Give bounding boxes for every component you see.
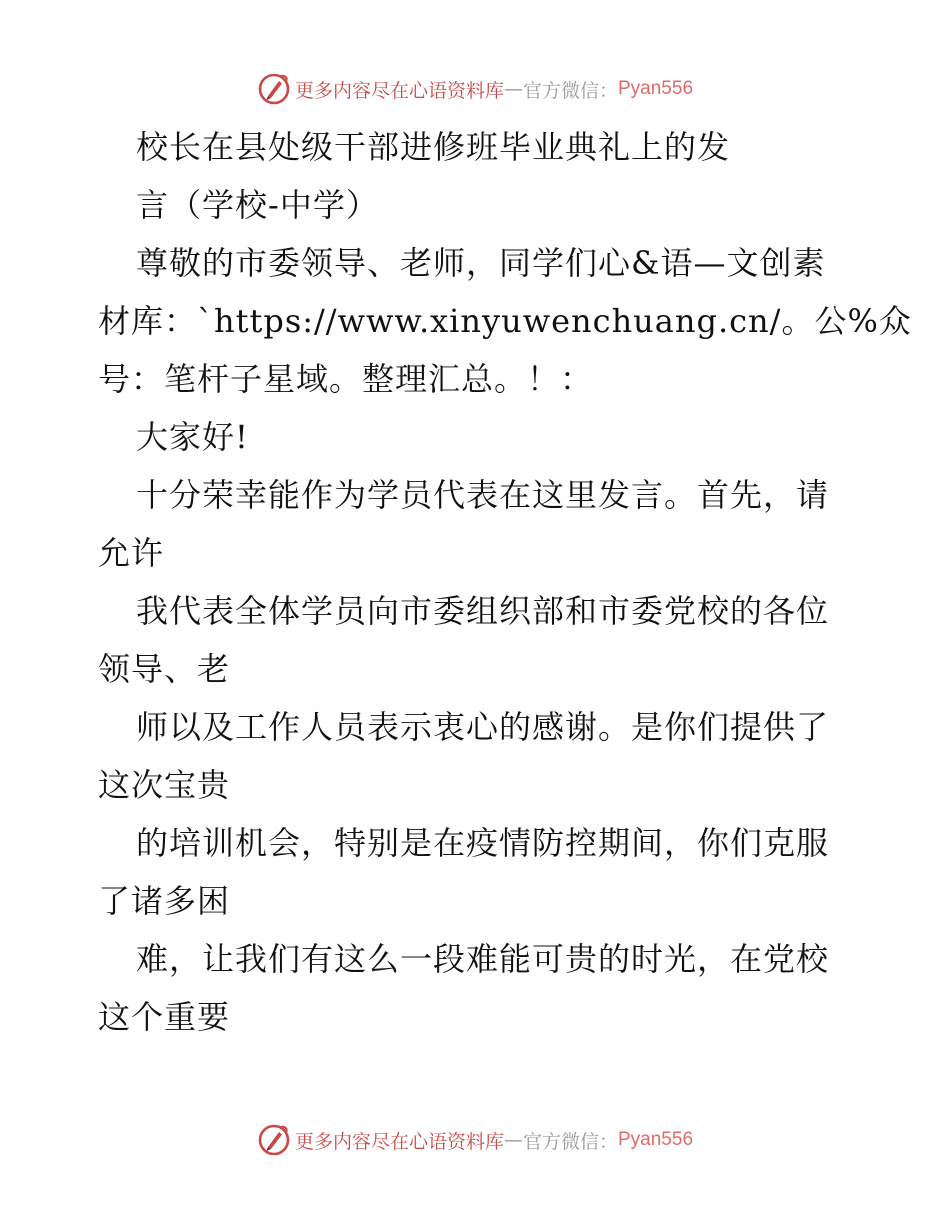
paragraph-line: 难，让我们有这么一段难能可贵的时光，在党校 (136, 940, 830, 978)
paragraph-line: 师以及工作人员表示衷心的感谢。是你们提供了 (136, 708, 830, 746)
red-pen-circle-icon (257, 72, 291, 106)
banner-wechat-id: Pyan556 (618, 78, 694, 99)
banner-wechat-label: 官方微信： (522, 79, 618, 102)
banner-separator: — (503, 1129, 523, 1151)
paragraph-line: 了诸多困 (98, 882, 231, 920)
paragraph-line: 尊敬的市委领导、老师，同学们心&语—文创素 (136, 244, 826, 282)
paragraph-line: 这次宝贵 (98, 766, 231, 804)
paragraph-line: 大家好! (136, 418, 249, 456)
paragraph-line: 允许 (98, 534, 165, 572)
paragraph-line: 领导、老 (98, 650, 231, 688)
footer-watermark-banner (0, 1120, 950, 1160)
banner-wechat-label: 官方微信： (522, 1130, 618, 1153)
paragraph-line: 十分荣幸能作为学员代表在这里发言。首先，请 (136, 476, 830, 514)
paragraph-line: 号：笔杆子星域。整理汇总。！： (98, 360, 594, 398)
paragraph-line: 的培训机会，特别是在疫情防控期间，你们克服 (136, 824, 830, 862)
paragraph-line: 我代表全体学员向市委组织部和市委党校的各位 (136, 592, 830, 630)
paragraph-line: 材库：`https://www.xinyuwenchuang.cn/。公%众 (98, 302, 912, 340)
banner-main-text: 更多内容尽在心语资料库 (294, 79, 504, 102)
banner-separator: — (503, 78, 523, 100)
red-pen-circle-icon (257, 1123, 291, 1157)
document-body (98, 118, 912, 1046)
title-line-1: 校长在县处级干部进修班毕业典礼上的发 (136, 128, 731, 166)
paragraph-line: 这个重要 (98, 998, 231, 1036)
banner-main-text: 更多内容尽在心语资料库 (294, 1130, 504, 1153)
header-watermark-banner (0, 69, 950, 109)
title-line-2: 言（学校-中学） (136, 186, 379, 224)
banner-wechat-id: Pyan556 (618, 1129, 694, 1150)
